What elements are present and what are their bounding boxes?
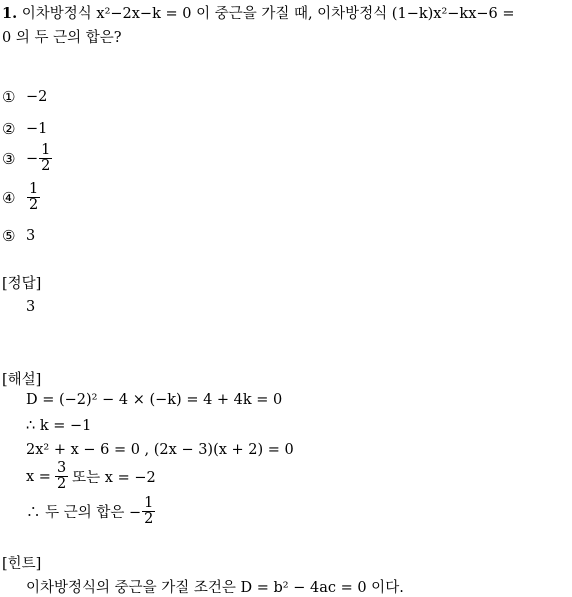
choice-5-mark: ⑤: [2, 227, 16, 245]
choice-4[interactable]: [2, 182, 41, 213]
answer-value: 3: [26, 299, 36, 315]
explanation-line-4: [26, 461, 156, 492]
choice-3-denominator: 2: [41, 158, 51, 175]
hint-text: 이차방정식의 중근을 가질 조건은 D = b² − 4ac = 0 이다.: [26, 580, 404, 596]
choice-4-mark: ④: [2, 188, 16, 207]
explanation-line-5: [26, 496, 156, 527]
choice-3-fraction: [39, 143, 52, 174]
choice-5-value: 3: [26, 228, 36, 244]
question-text-line-1: 이차방정식 x²−2x−k = 0 이 중근을 가질 때, 이차방정식 (1−k)x²−kx−6 =: [21, 6, 515, 22]
question-text-line-2: 0 의 두 근의 합은?: [2, 30, 122, 46]
explanation-line-3: 2x² + x − 6 = 0 , (2x − 3)(x + 2) = 0: [26, 442, 294, 458]
choice-4-numerator: 1: [29, 181, 39, 197]
explanation-line-4-denominator: 2: [56, 476, 67, 493]
choice-2-value: −1: [26, 121, 48, 137]
explanation-line-5-numerator: 1: [144, 495, 154, 511]
question-line-1: [2, 2, 515, 23]
choice-3[interactable]: [2, 143, 53, 174]
explanation-line-5-pre: ∴ 두 근의 합은 −: [26, 505, 142, 522]
explanation-line-2: ∴ k = −1: [26, 418, 92, 434]
choice-2-mark: ②: [2, 120, 16, 138]
hint-header: [힌트]: [2, 556, 42, 572]
choice-3-mark: ③: [2, 149, 16, 168]
explanation-line-4-pre: x =: [26, 468, 51, 485]
choice-3-numerator: 1: [41, 142, 51, 158]
explanation-header: [해설]: [2, 372, 42, 388]
question-number: 1.: [2, 5, 18, 22]
explanation-line-5-fraction: [142, 496, 155, 527]
choice-3-sign: −: [26, 150, 39, 167]
answer-header: [정답]: [2, 276, 42, 292]
choice-1-mark: ①: [2, 88, 16, 106]
explanation-line-4-fraction: [55, 461, 68, 492]
choice-1-value: −2: [26, 89, 48, 105]
choice-4-fraction: [27, 182, 40, 213]
explanation-line-4-post: 또는 x = −2: [72, 470, 156, 487]
explanation-line-4-numerator: 3: [56, 460, 67, 476]
choice-1[interactable]: [2, 88, 47, 106]
choice-5[interactable]: [2, 227, 35, 245]
explanation-line-1: D = (−2)² − 4 × (−k) = 4 + 4k = 0: [26, 392, 283, 408]
question-line-2: [2, 26, 121, 47]
choice-4-denominator: 2: [29, 197, 39, 214]
explanation-line-5-denominator: 2: [144, 511, 154, 528]
choice-2[interactable]: [2, 120, 47, 138]
